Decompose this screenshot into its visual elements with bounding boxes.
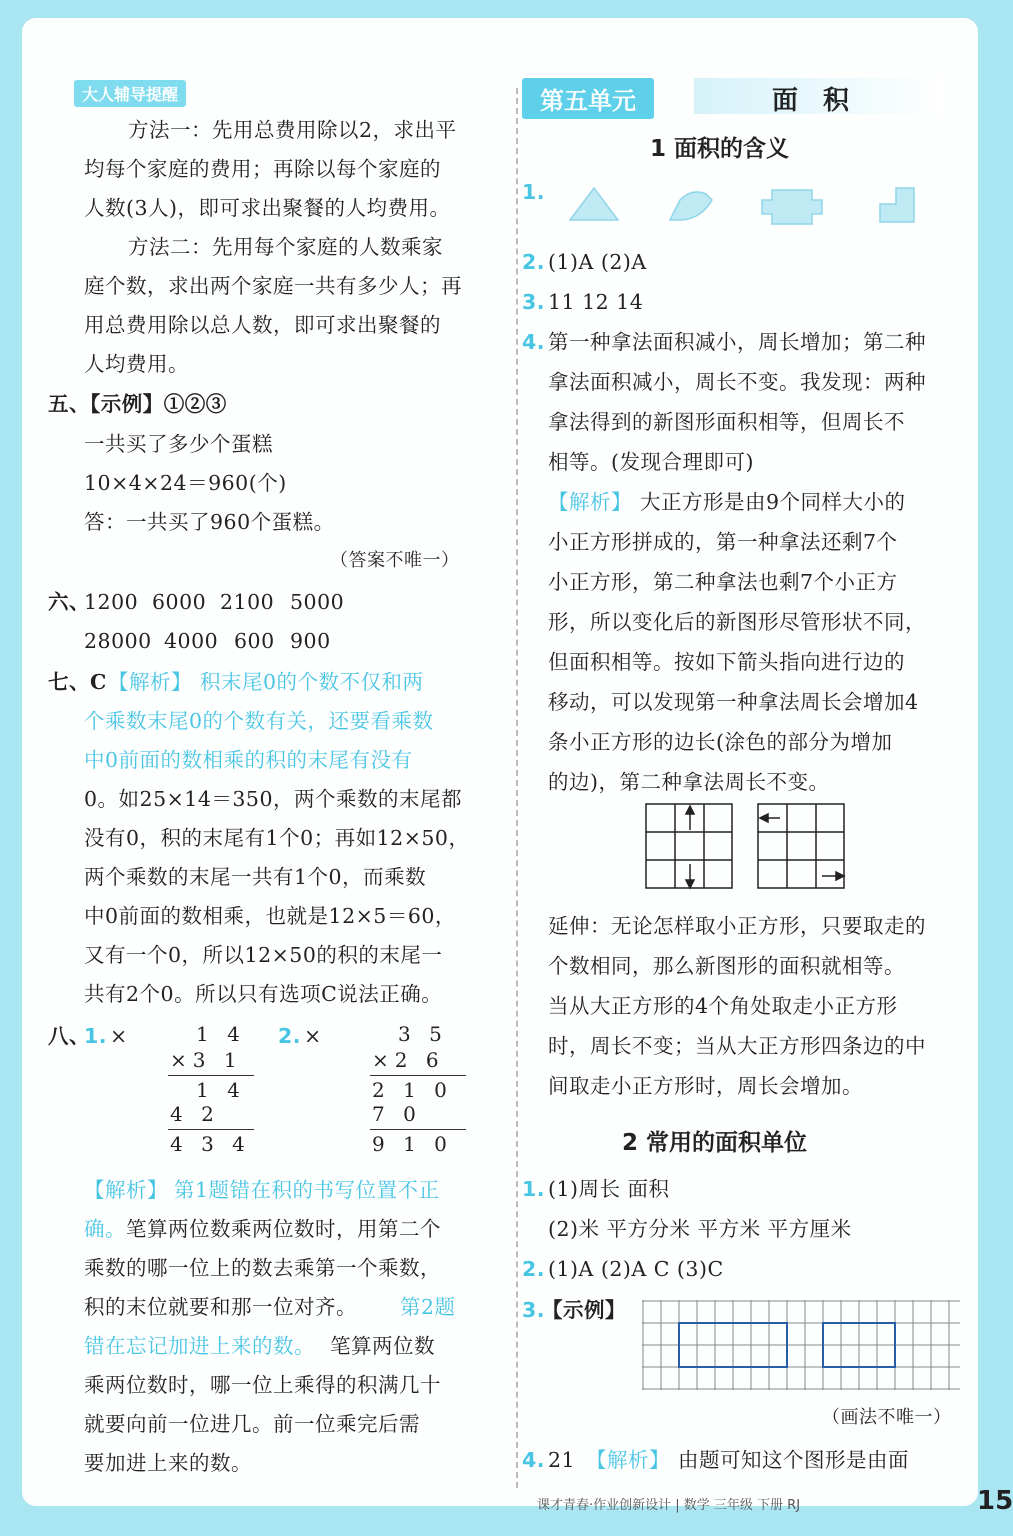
- q5-line: 10×4×24＝960(个): [84, 471, 287, 495]
- q8-item1-vertical-multiplication: [168, 1022, 258, 1162]
- s2-q1-line: (2)米 平方分米 平方米 平方厘米: [548, 1217, 852, 1241]
- q7-blue-line: 中0前面的数相乘的积的末尾有没有: [84, 748, 413, 772]
- q3-answer: 11 12 14: [548, 290, 644, 314]
- cross-shape: [762, 190, 822, 224]
- q7-label: 七、C: [48, 670, 107, 694]
- mult-line: [168, 1129, 254, 1130]
- q8-blue-text: 第1题错在积的书写位置不正: [174, 1178, 440, 1202]
- q4-analysis-line: 条小正方形的边长(涂色的部分为增加: [548, 730, 893, 754]
- method2-line: 人均费用。: [84, 352, 189, 376]
- analysis-tag: 【解析】: [108, 670, 192, 694]
- q8-line: 积的末位就要和那一位对齐。: [84, 1295, 357, 1319]
- mult-row: 1 4: [196, 1078, 246, 1102]
- q7-line: 0。如25×14＝350，两个乘数的末尾都: [84, 787, 463, 811]
- triangle-shape: [570, 188, 618, 220]
- q7-line: 中0前面的数相乘，也就是12×5＝60，: [84, 904, 456, 928]
- q4-line: 拿法面积减小，周长不变。我发现：两种: [548, 370, 926, 394]
- q7-line: 两个乘数的末尾一共有1个0，而乘数: [84, 865, 427, 889]
- s2-q4-text: 由题可知这个图形是由面: [678, 1448, 909, 1472]
- q8-label: 八、: [48, 1024, 90, 1048]
- analysis-tag: 【解析】: [586, 1448, 670, 1472]
- q4-analysis-line: 移动，可以发现第一种拿法周长会增加4: [548, 690, 919, 714]
- q4-line: 拿法得到的新图形面积相等，但周长不: [548, 410, 905, 434]
- column-divider: [516, 88, 518, 1488]
- square-grid-figures: [644, 802, 854, 892]
- page-number: 15: [977, 1486, 1013, 1516]
- q6-value: 28000: [84, 629, 152, 653]
- q2-number: 2.: [522, 250, 546, 274]
- q6-value: 4000: [164, 629, 219, 653]
- s2-q3-label: 【示例】: [542, 1298, 626, 1322]
- q8-blue-text: 第2题: [400, 1295, 456, 1319]
- q5-note: （答案不唯一）: [330, 550, 460, 571]
- q6-label: 六、: [48, 590, 90, 614]
- mult-row: 1 4: [196, 1022, 246, 1046]
- s2-q4-number: 4.: [522, 1448, 546, 1472]
- mult-line: [168, 1075, 254, 1076]
- s2-q2-answer: (1)A (2)A C (3)C: [548, 1257, 724, 1281]
- q4-analysis-line: 但面积相等。按如下箭头指向进行边的: [548, 650, 905, 674]
- s2-q3-number: 3.: [522, 1298, 546, 1322]
- extension-line: 延伸：无论怎样取小正方形，只要取走的: [548, 914, 926, 938]
- q8-item2-number: 2.: [278, 1024, 302, 1048]
- q8-line: 乘数的哪一位上的数去乘第一个乘数，: [84, 1256, 441, 1280]
- method2-line: 用总费用除以总人数，即可求出聚餐的: [84, 313, 441, 337]
- q6-value: 2100: [220, 590, 275, 614]
- analysis-tag: 【解析】: [548, 490, 632, 514]
- extension-line: 个数相同，那么新图形的面积就相等。: [548, 954, 905, 978]
- q4-line: 第一种拿法面积减小，周长增加；第二种: [548, 330, 926, 354]
- mult-line: [370, 1075, 466, 1076]
- q7-blue-line: 个乘数末尾0的个数有关，还要看乘数: [84, 709, 434, 733]
- q1-number: 1.: [522, 180, 546, 204]
- method2-line: 方法二：先用每个家庭的人数乘家: [128, 235, 443, 259]
- method1-line: 方法一：先用总费用除以2，求出平: [128, 118, 457, 142]
- method1-line: 人数(3人)，即可求出聚餐的人均费用。: [84, 196, 451, 220]
- step-shape: [880, 188, 914, 222]
- drawing-grid: [642, 1300, 962, 1392]
- q6-value: 1200: [84, 590, 139, 614]
- mult-row: 3 5: [398, 1022, 448, 1046]
- mult-row: ×3 1: [170, 1048, 243, 1072]
- q4-analysis-line: 形，所以变化后的新图形尽管形状不同，: [548, 610, 926, 634]
- section-1-title: 1 面积的含义: [650, 136, 790, 162]
- mult-row: 7 0: [372, 1102, 422, 1126]
- q6-value: 6000: [152, 590, 207, 614]
- page: [22, 18, 1013, 1516]
- mult-line: [370, 1129, 466, 1130]
- mult-row: 4 2: [170, 1102, 220, 1126]
- q1-shapes: [542, 178, 962, 228]
- q4-analysis-line: 大正方形是由9个同样大小的: [640, 490, 906, 514]
- q7-line: 共有2个0。所以只有选项C说法正确。: [84, 982, 443, 1006]
- mult-row: 2 1 0: [372, 1078, 453, 1102]
- extension-line: 时，周长不变；当从大正方形四条边的中: [548, 1034, 926, 1058]
- s2-q4-answer: 21: [548, 1448, 576, 1472]
- extension-line: 当从大正方形的4个角处取走小正方形: [548, 994, 898, 1018]
- mult-row: 4 3 4: [170, 1132, 251, 1156]
- q8-blue-text: 确。: [84, 1217, 126, 1241]
- extension-line: 间取走小正方形时，周长会增加。: [548, 1074, 863, 1098]
- mult-row: ×2 6: [372, 1048, 445, 1072]
- analysis-tag: 【解析】: [84, 1178, 168, 1202]
- q7-line: 又有一个0，所以12×50的积的末尾一: [84, 943, 443, 967]
- q8-item2-mark: ×: [304, 1024, 322, 1048]
- s2-q2-number: 2.: [522, 1257, 546, 1281]
- q8-blue-text: 错在忘记加进上来的数。: [84, 1334, 315, 1358]
- q8-item1-mark: ×: [110, 1024, 128, 1048]
- unit-tag: 第五单元: [522, 78, 654, 119]
- q4-line: 相等。(发现合理即可): [548, 450, 754, 474]
- grid-figure-2: [758, 804, 844, 888]
- unit-title: 面 积: [772, 86, 858, 116]
- q2-answer: (1)A (2)A: [548, 250, 647, 274]
- q5-line: 一共买了多少个蛋糕: [84, 432, 273, 456]
- q4-analysis-line: 小正方形，第二种拿法也剩7个小正方: [548, 570, 898, 594]
- q8-line: 就要向前一位进几。前一位乘完后需: [84, 1412, 420, 1436]
- q6-value: 900: [290, 629, 331, 653]
- s2-q3-note: （画法不唯一）: [822, 1407, 952, 1428]
- q4-analysis-line: 的边)，第二种拿法周长不变。: [548, 770, 830, 794]
- section-2-title: 2 常用的面积单位: [622, 1130, 808, 1156]
- q7-line: 没有0，积的末尾有1个0；再如12×50，: [84, 826, 470, 850]
- q6-value: 5000: [290, 590, 345, 614]
- q5-label: 五、【示例】①②③: [48, 392, 227, 416]
- q8-item1-number: 1.: [84, 1024, 108, 1048]
- method2-line: 庭个数，求出两个家庭一共有多少人；再: [84, 274, 462, 298]
- q8-line: 要加进上来的数。: [84, 1451, 252, 1475]
- leaf-shape: [670, 192, 712, 220]
- q8-item2-vertical-multiplication: [370, 1022, 470, 1162]
- q4-analysis-line: 小正方形拼成的，第一种拿法还剩7个: [548, 530, 898, 554]
- q5-line: 答：一共买了960个蛋糕。: [84, 510, 335, 534]
- q6-value: 600: [234, 629, 275, 653]
- s2-q1-number: 1.: [522, 1177, 546, 1201]
- method1-line: 均每个家庭的费用；再除以每个家庭的: [84, 157, 441, 181]
- mult-row: 9 1 0: [372, 1132, 453, 1156]
- s2-q1-line: (1)周长 面积: [548, 1177, 670, 1201]
- q8-line: 笔算两位数乘两位数时，用第二个: [126, 1217, 441, 1241]
- q3-number: 3.: [522, 290, 546, 314]
- q8-line: 乘两位数时，哪一位上乘得的积满几十: [84, 1373, 441, 1397]
- parent-tip-tag: 大人辅导提醒: [74, 80, 186, 107]
- footer-text: 课才青春·作业创新设计 | 数学 三年级 下册 RJ: [537, 1498, 801, 1513]
- grid-figure-1: [646, 804, 732, 888]
- q8-line: 笔算两位数: [330, 1334, 435, 1358]
- q7-blue-line: 积末尾0的个数不仅和两: [200, 670, 424, 694]
- q4-number: 4.: [522, 330, 546, 354]
